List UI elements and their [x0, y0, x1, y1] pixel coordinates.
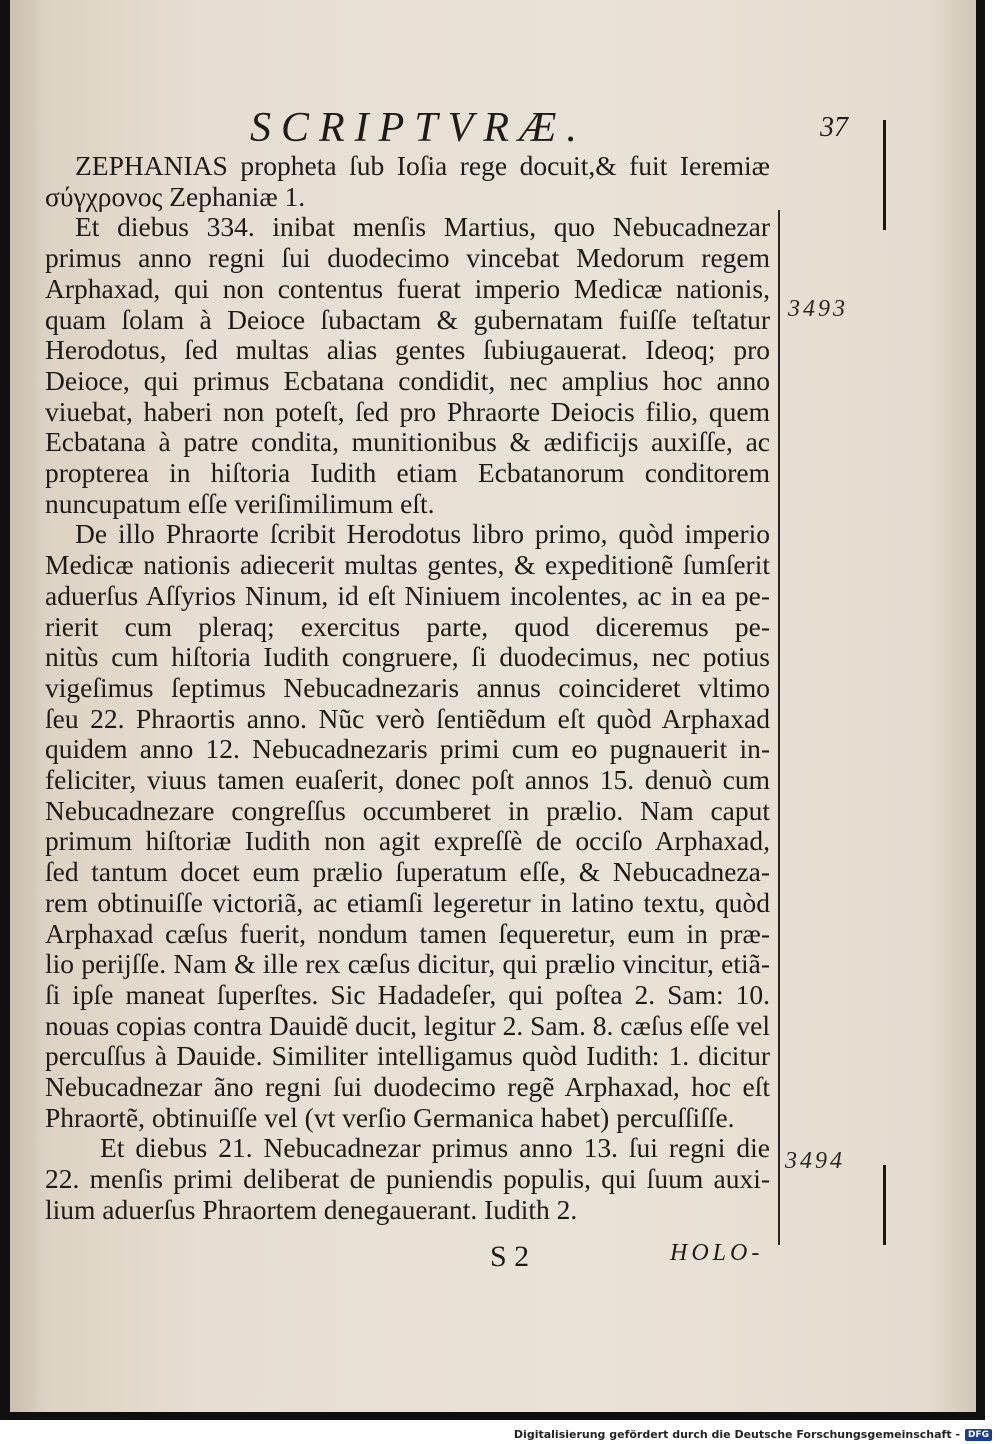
text-line: nitùs cum hiſtoria Iudith congruere, ſi duodecimus, nec potius [45, 641, 770, 673]
text-line: primum hiſtoriæ Iudith non agit expreſſè de occiſo Arphaxad, [45, 825, 770, 857]
text-line: aduerſus Aſſyrios Ninum, id eſt Niniuem incolentes, ac in ea pe- [45, 579, 770, 611]
text-line: Phraortẽ, obtinuiſſe vel (vt verſio Germanica habet) percuſſiſſe. [45, 1101, 735, 1133]
text-line: primus anno regni ſui duodecimo vincebat Medorum regem [45, 242, 770, 274]
edge-mark-top [883, 120, 886, 230]
margin-rule [778, 210, 780, 1245]
catchword: HOLO- [670, 1240, 764, 1266]
text-line: 22. menſis primi deliberat de puniendis populis, qui ſuum auxi- [45, 1163, 770, 1195]
text-line: Ecbatana à patre condita, munitionibus & ædificijs auxiſſe, ac [45, 426, 770, 458]
text-line: Deioce, qui primus Ecbatana condidit, nec amplius hoc anno [45, 364, 770, 396]
text-line: nouas copias contra Dauidẽ ducit, legitur 2. Sam. 8. cæſus eſſe vel [45, 1009, 770, 1041]
text-line: propterea in hiſtoria Iudith etiam Ecbatanorum conditorem [45, 457, 770, 488]
dfg-logo: DFG [965, 1429, 992, 1441]
text-line: ſed tantum docet eum prælio ſuperatum eſſe, & Nebucadneza- [45, 856, 770, 888]
text-line: viuebat, haberi non poteſt, ſed pro Phraorte Deiocis filio, quem [45, 395, 770, 427]
text-line: Et diebus 334. inibat menſis Martius, quo Nebucadnezar [75, 211, 770, 243]
text-line: rierit cum pleraq; exercitus parte, quod diceremus pe- [45, 610, 770, 642]
text-line: lio perijſſe. Nam & ille rex cæſus dicitur, qui prælio vincitur, etiã- [45, 948, 770, 980]
footer-text: Digitalisierung gefördert durch die Deutsche Forschungsgemeinschaft - [513, 1428, 960, 1441]
text-line: Nebucadnezar ãno regni ſui duodecimo regẽ Arphaxad, hoc eſt [45, 1071, 770, 1102]
signature-mark: S 2 [490, 1240, 530, 1273]
running-head: SCRIPTVRÆ. [250, 105, 587, 151]
text-line: feliciter, viuus tamen euaſerit, donec poſt annos 15. denuò cum [45, 764, 770, 795]
margin-year-3493: 3493 [788, 296, 848, 322]
text-line: lium aduerſus Phraortem denegauerant. Iudith 2. [45, 1193, 578, 1225]
text-line: Nebucadnezare congreſſus occumberet in prælio. Nam caput [45, 794, 770, 826]
text-line: σύγχρονος Zephaniæ 1. [45, 180, 306, 212]
text-line: ſi ipſe maneat ſuperſtes. Sic Hadadeſer, qui poſtea 2. Sam: 10. [45, 978, 770, 1010]
text-line: Arphaxad, qui non contentus fuerat imperio Medicæ nationis, [45, 272, 770, 304]
text-line: Et diebus 21. Nebucadnezar primus anno 13. ſui regni die [100, 1132, 770, 1164]
text-line: ZEPHANIAS propheta ſub Ioſia rege docuit,& fuit Ieremiæ [75, 150, 770, 181]
page-number: 37 [820, 112, 848, 143]
footer-credit [514, 1428, 992, 1441]
text-line: De illo Phraorte ſcribit Herodotus libro primo, quòd imperio [75, 518, 770, 550]
text-line: percuſſus à Dauide. Similiter intelligamus quòd Iudith: 1. dicitur [45, 1040, 770, 1072]
margin-year-3494: 3494 [785, 1148, 845, 1174]
text-line: nuncupatum eſſe veriſimilimum eſt. [45, 487, 435, 519]
text-line: Arphaxad cæſus fuerit, nondum tamen ſequeretur, eum in præ- [45, 917, 770, 949]
text-line: Herodotus, ſed multas alias gentes ſubiugauerat. Ideoq; pro [45, 334, 770, 366]
text-line: ſeu 22. Phraortis anno. Nũc verò ſentiẽdum eſt quòd Arphaxad [45, 702, 770, 734]
page-paper [10, 0, 976, 1412]
text-line: rem obtinuiſſe victoriã, ac etiamſi legeretur in latino textu, quòd [45, 886, 770, 918]
text-line: quam ſolam à Deioce ſubactam & gubernatam fuiſſe teſtatur [45, 303, 770, 335]
text-line: vigeſimus ſeptimus Nebucadnezaris annus coincideret vltimo [45, 671, 770, 703]
edge-mark-bottom [883, 1165, 886, 1245]
text-line: Medicæ nationis adiecerit multas gentes, & expeditionẽ ſumſerit [45, 549, 770, 581]
text-line: quidem anno 12. Nebucadnezaris primi cum eo pugnauerit in- [45, 733, 770, 765]
